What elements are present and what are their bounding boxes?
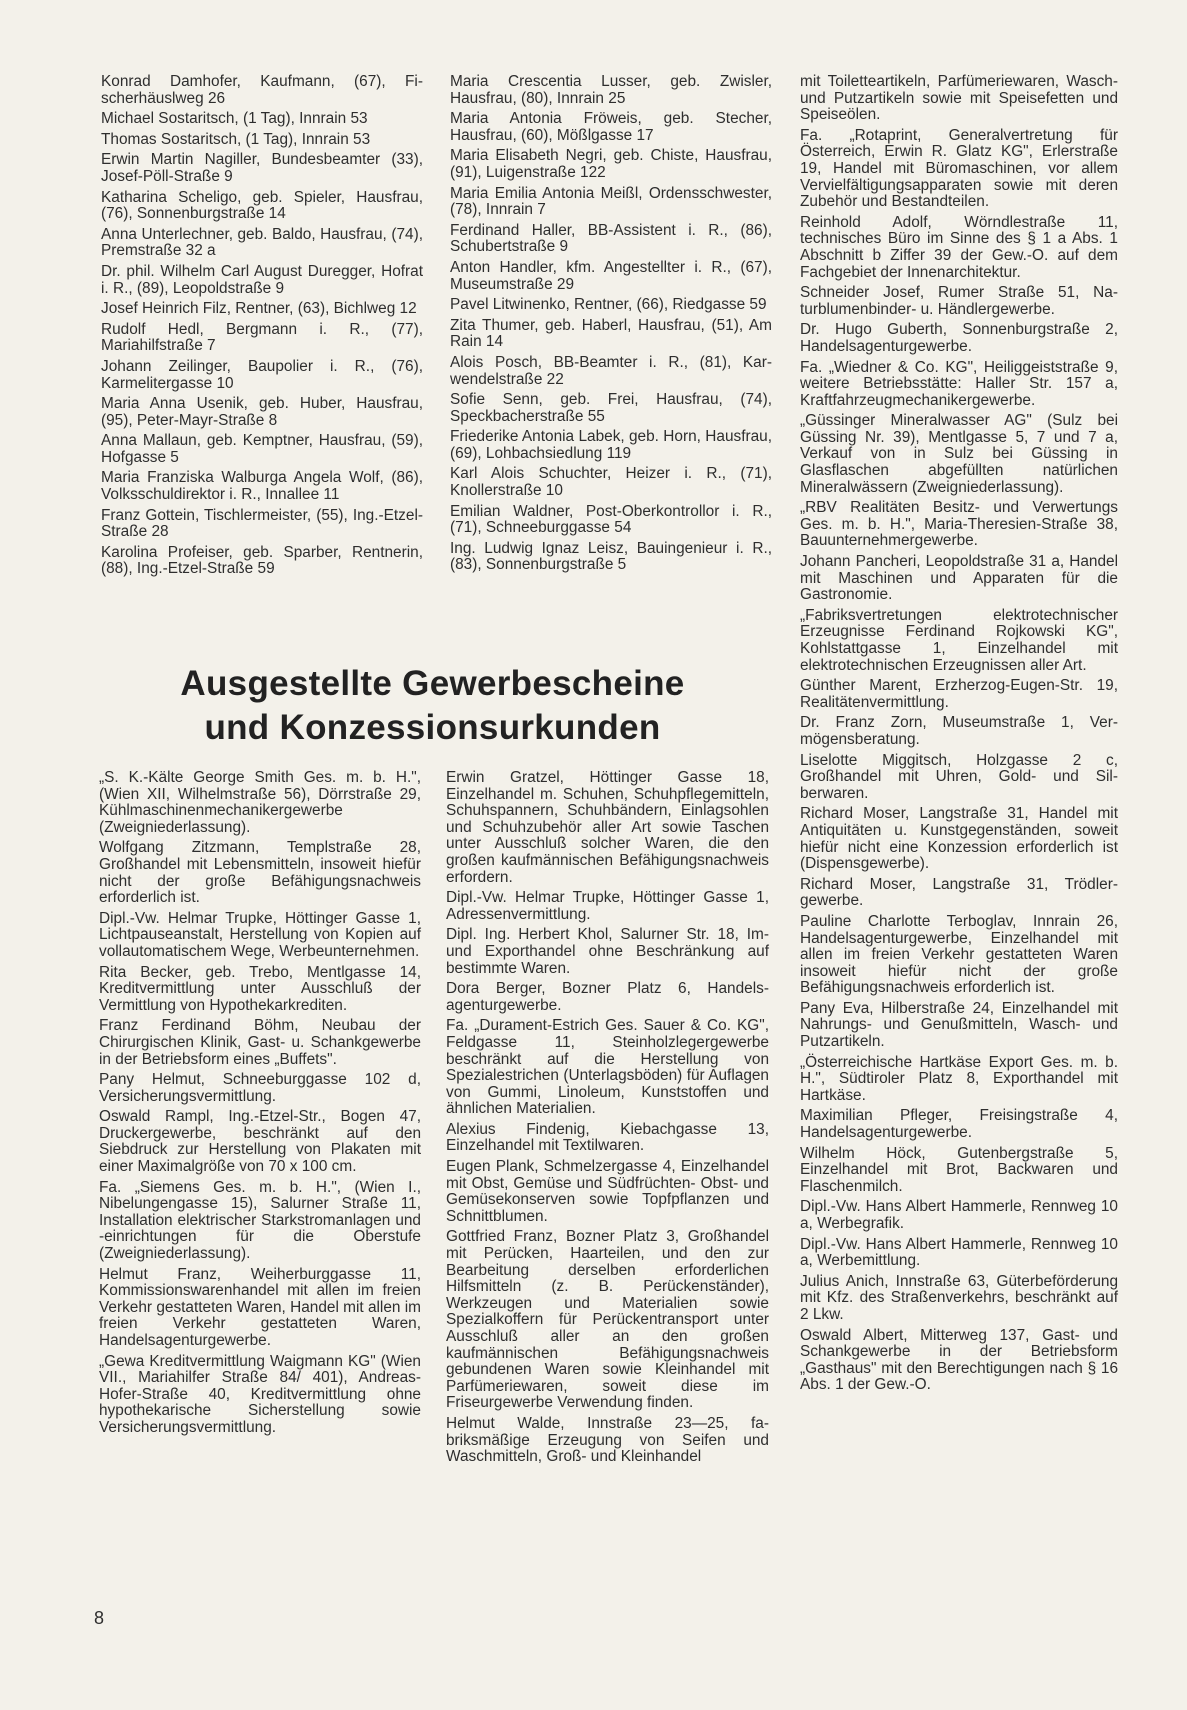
license-entry: Helmut Walde, Innstraße 23—25, fabriksmäßige Erzeugung von Seifen und Waschmitteln, Groß- und Kleinhandel [446, 1414, 769, 1466]
license-entry: Liselotte Miggitsch, Holzgasse 2 c, Großhandel mit Uhren, Gold- und Silberwaren. [800, 751, 1118, 802]
licenses-column-2 [446, 770, 769, 1470]
death-notice: Erwin Martin Nagiller, Bundesbeamter (33), Josef-Pöll-Straße 9 [101, 151, 423, 185]
license-entry: Dr. Hugo Guberth, Sonnenburgstraße 2, Handelsagenturgewerbe. [800, 321, 1118, 355]
license-entry: Erwin Gratzel, Höttinger Gasse 18, Einzelhandel m. Schuhen, Schuhpflegemitteln, Schuhspannern, Schuhbändern, Einlagsohlen und Schuhzubehör aller Art sowie Taschen unter Ausschluß solcher Waren, die den großen kaufmännischen Befähigungsnachweis erfordern. [446, 769, 769, 886]
license-entry: Wilhelm Höck, Gutenbergstraße 5, Einzelhandel mit Brot, Backwaren und Flaschenmilch. [800, 1144, 1118, 1195]
license-entry: Pany Eva, Hilberstraße 24, Einzelhandel mit Nahrungs- und Genußmitteln, Wasch- und Putzartikeln. [800, 999, 1118, 1051]
death-notice: Karolina Profeiser, geb. Sparber, Rentnerin, (88), Ing.-Etzel-Straße 59 [101, 543, 423, 578]
license-entry: Schneider Josef, Rumer Straße 51, Naturblumenbinder- u. Händlergewerbe. [800, 284, 1118, 318]
license-entry: „Güssinger Mineralwasser AG" (Sulz bei Güssing Nr. 39), Mentlgasse 5, 7 und 7 a, Verkauf von in Sulz bei Güssing in Glasflaschen abgefüllten natürlichen Mineralwässern (Zweigniederlassung). [800, 412, 1118, 496]
licenses-column-1 [99, 770, 421, 1441]
license-entry: Oswald Rampl, Ing.-Etzel-Str., Bogen 47, Druckergewerbe, beschränkt auf den Siebdruck zur Herstellung von Plakaten mit einer Maximalgröße von 70 x 100 cm. [99, 1108, 421, 1176]
license-entry: Johann Pancheri, Leopoldstraße 31 a, Handel mit Maschinen und Apparaten für die Gastronomie. [800, 553, 1118, 604]
death-notice: Emilian Waldner, Post-Oberkontrollor i. R., (71), Schneeburggasse 54 [450, 502, 772, 537]
section-heading-line-2: und Konzessionsurkunden [204, 708, 661, 747]
license-entry: Wolfgang Zitzmann, Templstraße 28, Großhandel mit Lebensmitteln, insoweit hiefür nicht der große Befähigungsnachweis erforderlich ist. [99, 839, 421, 907]
license-entry: Dipl.-Vw. Hans Albert Hammerle, Rennweg 10 a, Werbemittlung. [800, 1235, 1118, 1270]
death-notice: Rudolf Hedl, Bergmann i. R., (77), Mariahilfstraße 7 [101, 320, 423, 355]
license-entry: Dipl.-Vw. Hans Albert Hammerle, Rennweg 10 a, Werbegrafik. [800, 1198, 1118, 1232]
license-entry: Rita Becker, geb. Trebo, Mentlgasse 14, Kreditvermittlung unter Ausschluß der Vermittlung von Hypothekarkrediten. [99, 963, 421, 1014]
death-notice: Zita Thumer, geb. Haberl, Hausfrau, (51), Am Rain 14 [450, 316, 772, 351]
death-notice: Dr. phil. Wilhelm Carl August Duregger, Hofrat i. R., (89), Leopoldstraße 9 [101, 262, 423, 297]
page-number: 8 [94, 1608, 105, 1628]
license-entry: Günther Marent, Erzherzog-Eugen-Str. 19, Realitätenvermittlung. [800, 677, 1118, 711]
license-entry: Oswald Albert, Mitterweg 137, Gast- und Schankgewerbe in der Betriebsform „Gasthaus" mit den Berechtigungen nach § 16 Abs. 1 der Gew.-O. [800, 1326, 1118, 1394]
license-entry: „S. K.-Kälte George Smith Ges. m. b. H.", (Wien XII, Wilhelmstraße 56), Dörrstraße 29, Kühlmaschinenmechanikergewerbe (Zweigniederlassung). [99, 769, 421, 836]
death-notice: Friederike Antonia Labek, geb. Horn, Hausfrau, (69), Lohbachsiedlung 119 [450, 428, 772, 462]
death-notice: Ing. Ludwig Ignaz Leisz, Bauingenieur i. R., (83), Sonnenburgstraße 5 [450, 539, 772, 574]
license-entry: „Gewa Kreditvermittlung Waigmann KG" (Wien VII., Mariahilfer Straße 84/ 401), Andreas-Hofer-Straße 40, Kreditvermittlung ohne hypothekarische Sicherstellung sowie Versicherungsvermittlung. [99, 1352, 421, 1436]
license-entry: Pany Helmut, Schneeburggasse 102 d, Versicherungsvermittlung. [99, 1071, 421, 1105]
death-notice: Konrad Damhofer, Kaufmann, (67), Fischerhäuslweg 26 [101, 73, 423, 107]
death-notice: Pavel Litwinenko, Rentner, (66), Riedgasse 59 [450, 296, 767, 314]
death-notice: Anna Unterlechner, geb. Baldo, Hausfrau, (74), Premstraße 32 a [101, 225, 423, 260]
license-entry: Fa. „Durament-Estrich Ges. Sauer & Co. KG", Feldgasse 11, Steinholzlegergewerbe beschränkt auf die Herstellung von Spezialestrichen (Unterlagsböden) für Auflagen von Gummi, Linoleum, Kunststoffen und ähnlichen Materialien. [446, 1017, 769, 1118]
death-notice: Maria Antonia Fröweis, geb. Stecher, Hausfrau, (60), Mößlgasse 17 [450, 110, 772, 144]
deaths-column-1 [101, 74, 423, 582]
death-notice: Franz Gottein, Tischlermeister, (55), Ing.-Etzel-Straße 28 [101, 506, 423, 541]
death-notice: Josef Heinrich Filz, Rentner, (63), Bichlweg 12 [101, 300, 417, 318]
death-notice: Maria Anna Usenik, geb. Huber, Hausfrau, (95), Peter-Mayr-Straße 8 [101, 395, 423, 429]
license-entry: Julius Anich, Innstraße 63, Güterbeförderung mit Kfz. des Straßenverkehrs, beschränkt auf 2 Lkw. [800, 1272, 1118, 1323]
death-notice: Maria Emilia Antonia Meißl, Ordensschwester, (78), Innrain 7 [450, 184, 772, 219]
license-entry: Pauline Charlotte Terboglav, Innrain 26, Handelsagenturgewerbe, Einzelhandel mit allen im freien Verkehr gestatteten Waren insoweit hiefür nicht der große Befähigungsnachweis erforderlich ist. [800, 912, 1118, 997]
license-entry: Eugen Plank, Schmelzergasse 4, Einzelhandel mit Obst, Gemüse und Südfrüchten- Obst- und Gemüsekonserven sowie Topfpflanzen und Schnittblumen. [446, 1158, 769, 1225]
license-entry: Dipl.-Vw. Helmar Trupke, Höttinger Gasse 1, Lichtpauseanstalt, Herstellung von Kopien auf vollautomatischem Wege, Werbeunternehmen. [99, 909, 421, 960]
death-notice: Karl Alois Schuchter, Heizer i. R., (71), Knollerstraße 10 [450, 465, 772, 500]
license-entry: Reinhold Adolf, Wörndlestraße 11, technisches Büro im Sinne des § 1 a Abs. 1 Abschnitt b Ziffer 39 der Gew.-O. auf dem Fachgebiet der Innenarchitektur. [800, 213, 1118, 281]
section-heading [100, 662, 765, 750]
license-entry: mit Toiletteartikeln, Parfümeriewaren, Wasch- und Putzartikeln sowie mit Speisefetten und Speiseölen. [800, 73, 1118, 124]
death-notice: Maria Franziska Walburga Angela Wolf, (86), Volksschuldirektor i. R., Innallee 11 [101, 469, 423, 504]
deaths-column-2 [450, 74, 772, 578]
license-entry: Dipl. Ing. Herbert Khol, Salurner Str. 18, Im- und Exporthandel ohne Beschränkung auf bestimmte Waren. [446, 926, 769, 977]
license-entry: Franz Ferdinand Böhm, Neubau der Chirurgischen Klinik, Gast- u. Schankgewerbe in der Betriebsform eines „Buffets". [99, 1017, 421, 1068]
license-entry: Maximilian Pfleger, Freisingstraße 4, Handelsagenturgewerbe. [800, 1107, 1118, 1142]
license-entry: „Fabriksvertretungen elektrotechnischer Erzeugnisse Ferdinand Rojkowski KG", Kohlstattgasse 1, Einzelhandel mit elektrotechnischen Erzeugnissen aller Art. [800, 606, 1118, 674]
licenses-column-3 [800, 74, 1118, 1398]
death-notice: Ferdinand Haller, BB-Assistent i. R., (86), Schubertstraße 9 [450, 221, 772, 256]
death-notice: Sofie Senn, geb. Frei, Hausfrau, (74), Speckbacherstraße 55 [450, 391, 772, 425]
death-notice: Anton Handler, kfm. Angestellter i. R., (67), Museumstraße 29 [450, 258, 772, 293]
license-entry: Fa. „Siemens Ges. m. b. H.", (Wien I., Nibelungengasse 15), Salurner Straße 11, Installation elektrischer Starkstromanlagen und -einrichtungen für die Oberstufe (Zweigniederlassung). [99, 1178, 421, 1263]
license-entry: Dr. Franz Zorn, Museumstraße 1, Vermögensberatung. [800, 714, 1118, 748]
license-entry: Richard Moser, Langstraße 31, Handel mit Antiquitäten u. Kunstgegenständen, soweit hiefür nicht eine Konzession erforderlich ist (Dispensgewerbe). [800, 805, 1118, 873]
license-entry: Alexius Findenig, Kiebachgasse 13, Einzelhandel mit Textilwaren. [446, 1120, 769, 1155]
license-entry: Fa. „Rotaprint, Generalvertretung für Österreich, Erwin R. Glatz KG", Erlerstraße 19, Handel mit Büromaschinen, vor allem Vervielfältigungsapparaten sowie mit deren Zubehör und Bestandteilen. [800, 126, 1118, 211]
death-notice: Katharina Scheligo, geb. Spieler, Hausfrau, (76), Sonnenburgstraße 14 [101, 188, 423, 223]
license-entry: Dipl.-Vw. Helmar Trupke, Höttinger Gasse 1, Adressenvermittlung. [446, 889, 769, 923]
death-notice: Johann Zeilinger, Baupolier i. R., (76), Karmelitergasse 10 [101, 357, 423, 392]
death-notice: Maria Crescentia Lusser, geb. Zwisler, Hausfrau, (80), Innrain 25 [450, 73, 772, 107]
license-entry: Dora Berger, Bozner Platz 6, Handelsagenturgewerbe. [446, 980, 769, 1014]
death-notice: Michael Sostaritsch, (1 Tag), Innrain 53 [101, 110, 368, 128]
license-entry: Gottfried Franz, Bozner Platz 3, Großhandel mit Perücken, Haarteilen, und den zur Bearbeitung derselben erforderlichen Hilfsmitteln (z. B. Perückenständer), Werkzeugen und Materialien sowie Spezialkoffern für Perückentransport unter Ausschluß aller an den großen kaufmännischen Befähigungsnachweis gebundenen Waren sowie Kleinhandel mit Parfümeriewaren, soweit diese im Friseurgewerbe Verwendung finden. [446, 1228, 769, 1412]
license-entry: Fa. „Wiedner & Co. KG", Heiliggeiststraße 9, weitere Betriebsstätte: Haller Str. 157 a, Kraftfahrzeugmechanikergewerbe. [800, 358, 1118, 409]
license-entry: Helmut Franz, Weiherburggasse 11, Kommissionswarenhandel mit allen im freien Verkehr gestatteten Waren, Handel mit allen im freien Verkehr gestatteten Waren, Handelsagenturgewerbe. [99, 1265, 421, 1349]
death-notice: Maria Elisabeth Negri, geb. Chiste, Hausfrau, (91), Luigenstraße 122 [450, 147, 772, 181]
section-heading-line-1: Ausgestellte Gewerbescheine [180, 664, 685, 703]
license-entry: „RBV Realitäten Besitz- und Verwertungs Ges. m. b. H.", Maria-Theresien-Straße 38, Bauunternehmergewerbe. [800, 499, 1118, 550]
death-notice: Thomas Sostaritsch, (1 Tag), Innrain 53 [101, 130, 371, 148]
death-notice: Alois Posch, BB-Beamter i. R., (81), Karwendelstraße 22 [450, 353, 772, 388]
license-entry: „Österreichische Hartkäse Export Ges. m. b. H.", Südtiroler Platz 8, Exporthandel mit Hartkäse. [800, 1053, 1118, 1104]
death-notice: Anna Mallaun, geb. Kemptner, Hausfrau, (59), Hofgasse 5 [101, 432, 423, 466]
license-entry: Richard Moser, Langstraße 31, Trödlergewerbe. [800, 875, 1118, 910]
